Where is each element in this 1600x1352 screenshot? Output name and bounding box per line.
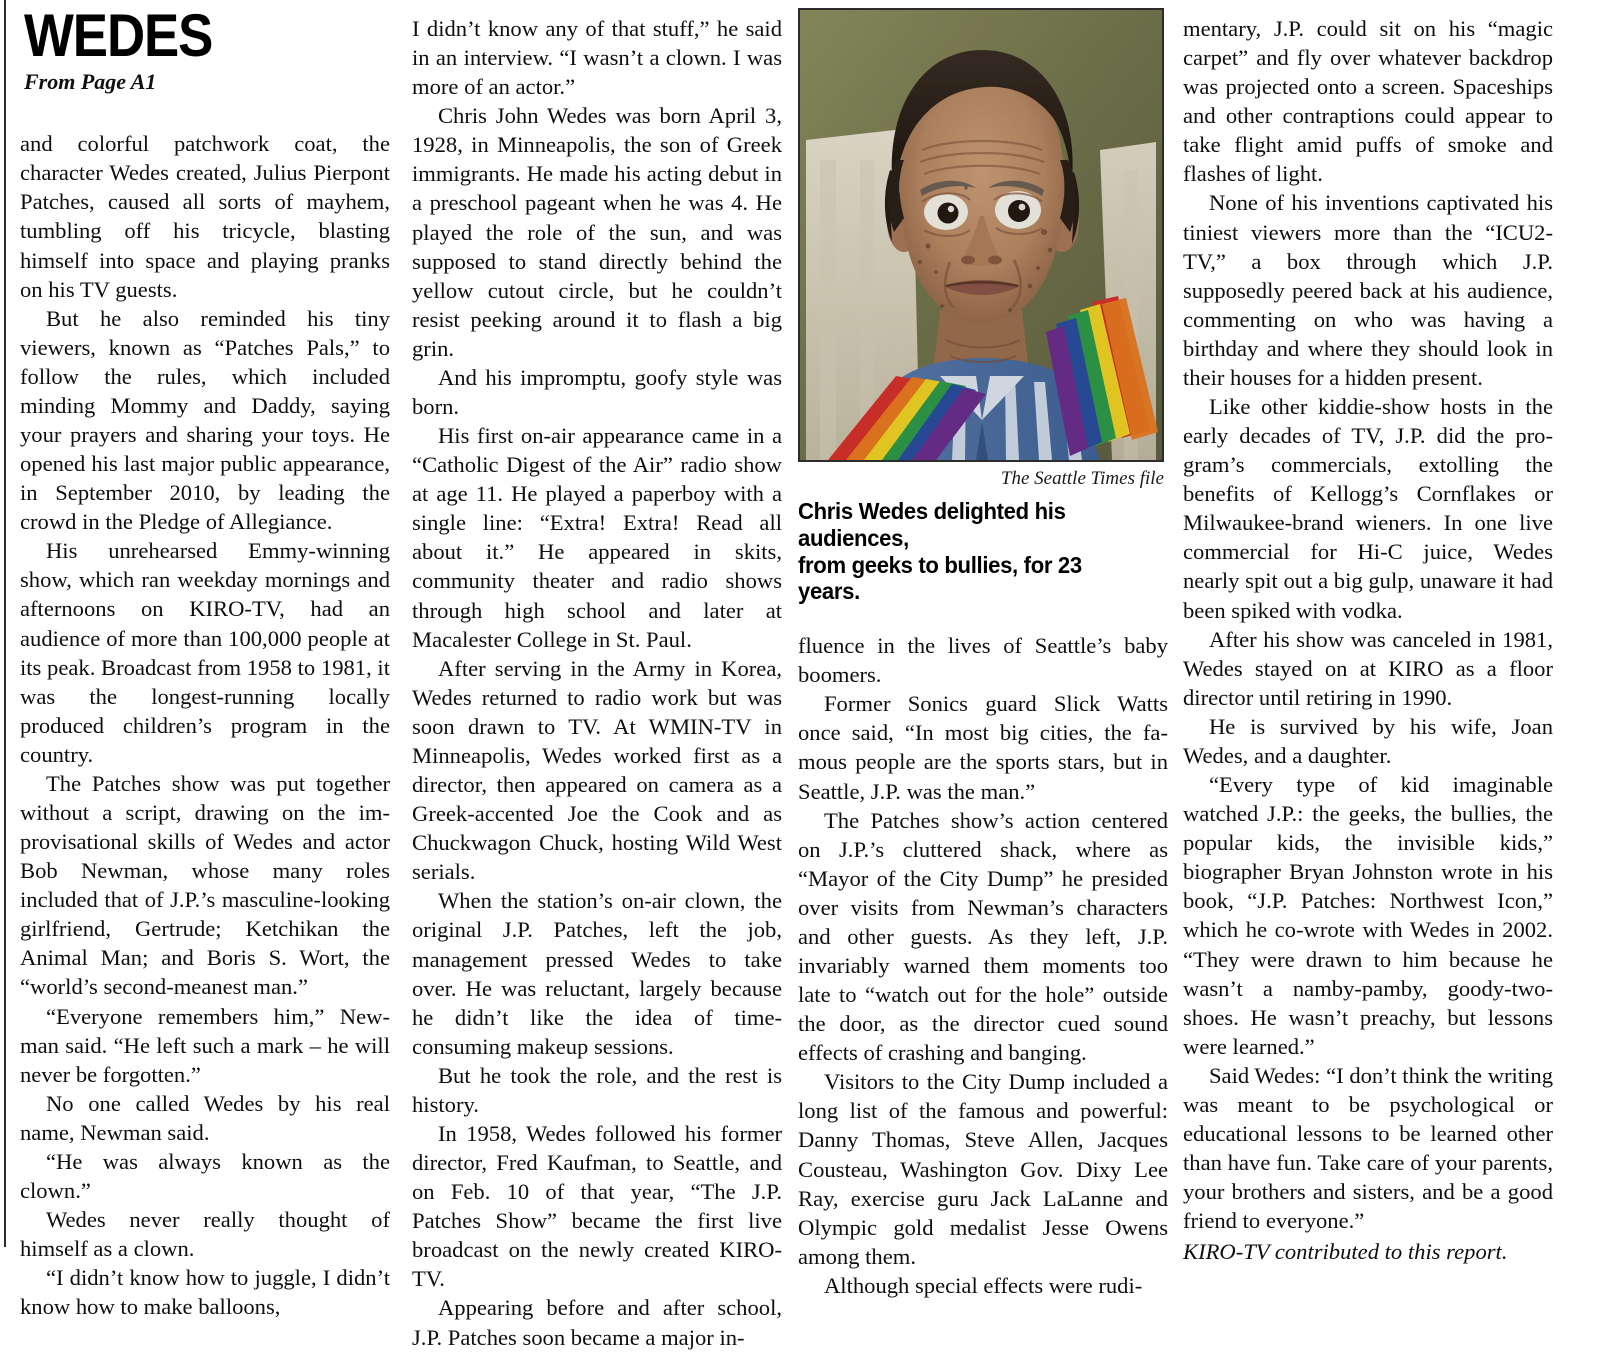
contributor-tagline: KIRO-TV contributed to this report. [1183, 1239, 1508, 1265]
paragraph: But he took the role, and the rest is history. [412, 1062, 782, 1117]
photo-caption-line-1: Chris Wedes delighted his audiences, [798, 498, 1066, 551]
page-left-rule [4, 0, 6, 1247]
paragraph: Visitors to the City Dump included a long list of the famous and powerful: Danny Thomas, Steve Allen, Jacques Cousteau, Washington Gov. Dixy Lee Ray, exercise guru Jack LaLanne and Olympic gold medalist Jesse Owens among them. [798, 1069, 1168, 1269]
portrait-photo-graphic [800, 10, 1162, 460]
paragraph: Said Wedes: “I don’t think the writing was meant to be psychological or educational lessons to be learned other than have fun. Take care of your parents, your brothers and sisters, and be a good friend to everyone.” [1183, 1062, 1553, 1234]
paragraph: The Patches show’s action centered on J.P.’s cluttered shack, where as “Mayor of the City Dump” he presided over visits from Newman’s characters and other guests. As they left, J.P. invariably warned them moments too late to “watch out for the hole” outside the door, as the director cued sound effects of crashing and banging. [798, 807, 1168, 1066]
column-3-body [798, 631, 1168, 1300]
paragraph: I didn’t know any of that stuff,” he said in an interview. “I wasn’t a clown. I was more of an actor.” [412, 16, 782, 100]
column-1-body [20, 129, 390, 1321]
photo-caption-line-2: from geeks to bullies, for 23 years. [798, 551, 1082, 605]
column-2-spacer [412, 0, 782, 14]
photo-text-spacer [798, 605, 1168, 631]
photo-caption [798, 498, 1144, 605]
paragraph: Although special effects were rudi- [823, 1272, 1143, 1298]
paragraph: Appearing before and after school, J.P. Patches soon became a major in- [412, 1295, 782, 1350]
headline-spacer [20, 95, 390, 129]
paragraph: When the station’s on-air clown, the original J.P. Patches, left the job, management pressed Wedes to take over. He was reluctant, largely because he didn’t like the idea of time-consuming makeup sessions. [412, 888, 782, 1059]
paragraph: After serving in the Army in Korea, Wedes returned to radio work but was soon drawn to TV. At WMIN-TV in Minneapolis, Wedes worked first as a director, then appeared on camera as a Greek-accented Joe the Cook and as Chuckwagon Chuck, hosting Wild West serials. [412, 655, 782, 885]
paragraph: But he also reminded his tiny viewers, known as “Patches Pals,” to follow the rules, which included minding Mommy and Daddy, saying your prayers and sharing your toys. He opened his last major public appearance, in September 2010, by leading the crowd in the Pledge of Allegiance. [20, 305, 390, 535]
paragraph: No one called Wedes by his real name, Newman said. [20, 1090, 390, 1145]
paragraph: His first on-air appearance came in a “Catholic Digest of the Air” radio show at age 11. He played a paperboy with a single line: “Extra! Extra! Read all about it.” He appeared in skits, community theater and radio shows through high school and later at Macalester College in St. Paul. [412, 423, 782, 652]
paragraph: “He was always known as the clown.” [20, 1148, 390, 1203]
column-2-body [412, 14, 782, 1352]
paragraph: “I didn’t know how to juggle, I didn’t know how to make balloons, [20, 1265, 390, 1320]
photo-credit: The Seattle Times file [1000, 468, 1164, 489]
paragraph: After his show was canceled in 1981, Wedes stayed on at KIRO as a floor director until retiring in 1990. [1183, 626, 1553, 710]
column-4 [1183, 0, 1553, 1265]
paragraph: Former Sonics guard Slick Watts once said, “In most big cities, the famous people are the sports stars, but in Seattle, J.P. was the man.” [798, 691, 1168, 804]
paragraph: Like other kiddie-show hosts in the early decades of TV, J.P. did the program’s commercials, extolling the benefits of Kellogg’s Cornflakes or Milwaukee-brand wieners. In one live commercial for Hi-C juice, Wedes nearly spit out a big gulp, unaware it had been spiked with vodka. [1183, 394, 1553, 623]
photo-block [798, 8, 1166, 605]
paragraph: None of his inventions captivated his tiniest viewers more than the “ICU2-TV,” a box through which J.P. supposedly peered back at his audience, commenting on who was having a birthday and where they should look in their houses for a hidden present. [1183, 190, 1553, 390]
paragraph: His unrehearsed Emmy-winning show, which ran weekday mornings and afternoons on KIRO-TV, had an audience of more than 100,000 people at its peak. Broadcast from 1958 to 1981, it was the longest-running locally produced children’s program in the country. [20, 538, 390, 767]
column-4-spacer [1183, 0, 1553, 14]
paragraph: “Every type of kid imaginable watched J.P.: the geeks, the bullies, the popular kids, the invisible kids,” biographer Bryan Johnston wrote in his book, “J.P. Patches: Northwest Icon,” which he co-wrote with Wedes in 2002. “They were drawn to him because he wasn’t a namby-pamby, goody-two-shoes. He wasn’t preachy, but lessons were learned.” [1183, 772, 1553, 1059]
paragraph: He is survived by his wife, Joan Wedes, and a daughter. [1183, 713, 1553, 768]
paragraph: “Everyone remembers him,” Newman said. “He left such a mark – he will never be forgotten.” [20, 1003, 390, 1087]
paragraph: fluence in the lives of Seattle’s baby boomers. [798, 633, 1168, 688]
paragraph: and colorful patchwork coat, the character Wedes created, Julius Pierpont Patches, caused all sorts of mayhem, tumbling off his tricycle, blasting himself into space and playing pranks on his TV guests. [20, 131, 390, 302]
column-4-body [1183, 14, 1553, 1266]
column-grid [20, 0, 1580, 1350]
paragraph: Chris John Wedes was born April 3, 1928, in Minneapolis, the son of Greek immigrants. He made his acting debut in a preschool pageant when he was 4. He played the role of the sun, and was supposed to stand directly behind the yellow cutout circle, but he couldn’t resist peeking around it to flash a big grin. [412, 103, 782, 361]
paragraph: The Patches show was put together without a script, drawing on the improvisational skills of Wedes and actor Bob Newman, whose many roles included that of J.P.’s masculine-looking girlfriend, Gertrude; Ketchikan the Animal Man; and Boris S. Wort, the “world’s second-meanest man.” [20, 770, 390, 1000]
paragraph: In 1958, Wedes followed his former director, Fred Kaufman, to Seattle, and on Feb. 10 of that year, “The J.P. Patches Show” became the first live broadcast on the newly created KIRO-TV. [412, 1120, 782, 1292]
jump-line: From Page A1 [24, 69, 157, 95]
paragraph: mentary, J.P. could sit on his “magic carpet” and fly over whatever backdrop was projected onto a screen. Spaceships and other contraptions could appear to take flight amid puffs of smoke and flashes of light. [1183, 16, 1553, 187]
column-3 [798, 0, 1168, 1298]
portrait-photo [798, 8, 1164, 462]
column-2 [412, 0, 782, 1350]
column-1 [20, 0, 390, 1320]
paragraph: And his impromptu, goofy style was born. [412, 364, 782, 420]
page-title: WEDES [24, 2, 213, 69]
paragraph: Wedes never really thought of himself as a clown. [20, 1207, 390, 1262]
